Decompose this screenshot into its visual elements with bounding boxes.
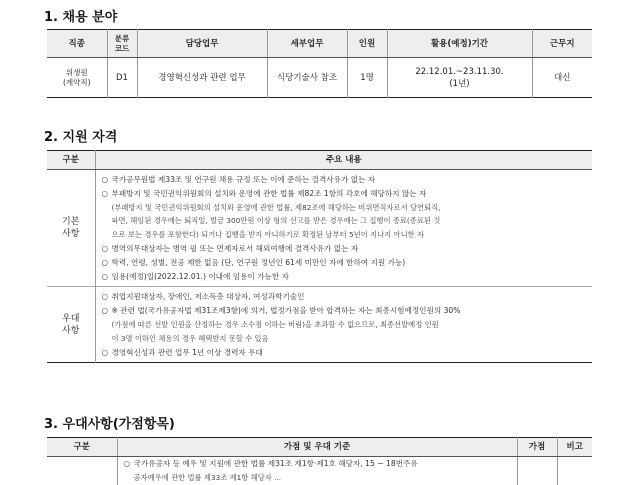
- bullet-marker: ○: [101, 257, 109, 267]
- preferred-qualification-line: ○ ※ 관련 법(국가유공자법 제31조제3항)에 의거, 법정가점을 받아 합격하는 자는 최종시험예정인원의 30%: [102, 304, 587, 318]
- basic-requirement-line: ○ 학력, 연령, 성별, 전공 제한 없음 (단, 연구원 정년인 61세 미만인 자에 한하여 지원 가능): [102, 256, 587, 270]
- basic-requirement-line: 파면, 해임된 경우에는 퇴직일, 벌금 300만원 이상 형의 선고를 받은 경우에는 그 집행이 종료(종료된 것: [111, 216, 441, 226]
- header-bonus-criteria: 가점 및 우대 기준: [117, 438, 517, 457]
- header-remarks: 비고: [557, 438, 592, 457]
- bullet-marker: ○: [101, 271, 109, 281]
- basic-requirement-line: ○ 국가공무원법 제33조 및 연구원 채용 규정 또는 이에 준하는 결격사유가 없는 자: [102, 173, 587, 187]
- basic-requirement-line: ○ 병역의무대상자는 병역 필 또는 면제자로서 해외여행에 결격사유가 없는 자: [102, 242, 587, 256]
- bonus-criteria-line: 공자예우에 관한 법률 제33조 제1항 해당자 ...: [133, 472, 282, 482]
- preferred-qualification-line: 이 3명 이하인 채용의 경우 혜택받지 못할 수 있음: [111, 333, 269, 343]
- basic-requirement-line: ○ 부패방지 및 국민권익위원회의 설치와 운영에 관한 법률 제82조 1항의 각호에 해당하지 않는 자: [102, 187, 587, 201]
- basic-requirement-line: (부패방지 및 국민권익위원회의 설치와 운영에 관한 법률, 제82조에 해당하는 비위면직자로서 당연퇴직,: [111, 202, 441, 212]
- header-class-code: 분류 코드: [107, 30, 137, 58]
- bullet-marker: ○: [101, 292, 109, 302]
- preferred-qualification-line: ○ 경영혁신성과 관련 업무 1년 이상 경력자 우대: [102, 346, 587, 360]
- header-duty: 담당업무: [137, 30, 267, 58]
- basic-requirement-line: ○ 임용(예정)일(2022.12.01.) 이내에 임용이 가능한 자: [102, 270, 587, 284]
- bullet-marker: ○: [101, 188, 109, 198]
- basic-requirements-label: 기본 사항: [62, 217, 80, 240]
- section-title-recruitment-field: 1. 채용 분야: [44, 10, 118, 25]
- cell-class-code: D1: [107, 58, 137, 98]
- preferred-qualification-line: (가점에 따른 선발 인원을 산정하는 경우 소수점 이하는 버림)을 초과할 수 없으므로, 최종선발예정 인원: [111, 319, 439, 329]
- section-title-qualification: 2. 지원 자격: [44, 130, 118, 145]
- cell-workplace: 대신: [532, 58, 592, 98]
- cell-duty: 경영혁신성과 관련 업무: [137, 58, 267, 98]
- bonus-criteria-line: ○ 국가유공자 등 예우 및 지원에 관한 법률 제31조 제1항·제1호 해당자, 15 ~ 18번주유: [123, 459, 418, 468]
- preferred-qualifications-label: 우대 사항: [62, 313, 80, 336]
- header-main-content: 주요 내용: [95, 151, 592, 170]
- header-bonus-category: 구분: [47, 438, 117, 457]
- bullet-marker: ○: [101, 175, 109, 184]
- header-headcount: 인원: [347, 30, 387, 58]
- cell-headcount: 1명: [347, 58, 387, 98]
- bullet-marker: ○: [101, 306, 109, 316]
- header-workplace: 근무지: [532, 30, 592, 58]
- header-detail-duty: 세부업무: [267, 30, 347, 58]
- bullet-marker: ○: [101, 243, 109, 253]
- preferred-qualification-line: ○ 취업지원대상자, 장애인, 저소득층 대상자, 여성과학기술인: [102, 290, 587, 304]
- qualification-table: [47, 150, 592, 363]
- header-category: 구분: [47, 151, 95, 170]
- cell-job-type: 위생원 (계약직): [62, 67, 91, 87]
- header-job-type: 직종: [47, 30, 107, 58]
- cell-period: 22.12.01.~23.11.30. (1년): [387, 58, 532, 98]
- basic-requirement-line: 으로 보는 경우를 포함한다) 되거나 집행을 받지 아니하기로 확정된 날부터 5년이 지나지 아니한 자: [111, 230, 425, 240]
- header-period: 활용(예정)기간: [387, 30, 532, 58]
- header-bonus-points: 가점: [517, 438, 557, 457]
- bonus-points-table: [47, 437, 592, 485]
- section-title-bonus-points: 3. 우대사항(가점항목): [44, 417, 175, 432]
- recruitment-field-table: [47, 29, 592, 98]
- bullet-marker: ○: [101, 347, 109, 357]
- basic-requirements-content: [95, 170, 592, 287]
- preferred-qualifications-content: [95, 287, 592, 363]
- cell-detail-duty: 식당기술사 참조: [267, 58, 347, 98]
